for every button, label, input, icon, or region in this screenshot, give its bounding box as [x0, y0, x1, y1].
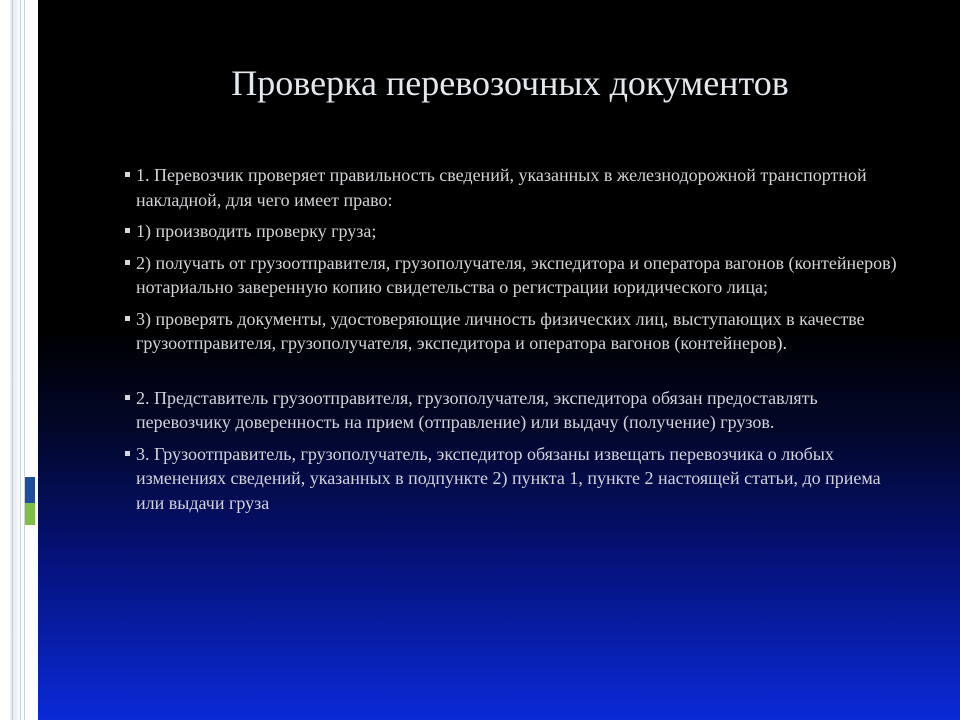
- bullet-item: [122, 219, 912, 244]
- bullet-item: [122, 307, 912, 356]
- square-bullet-icon: [125, 228, 130, 233]
- bullet-item: [122, 442, 912, 516]
- strip-line: [24, 0, 25, 720]
- square-bullet-icon: [125, 451, 130, 456]
- square-bullet-icon: [125, 172, 130, 177]
- square-bullet-icon: [125, 260, 130, 265]
- decorative-green-block: [25, 503, 35, 525]
- slide-title: Проверка перевозочных документов: [231, 63, 789, 103]
- strip-line: [20, 0, 21, 720]
- left-decorative-strip: [0, 0, 38, 720]
- bullet-text: 1. Перевозчик проверяет правильность сведений, указанных в железнодорожной транспортной накладной, для чего имеет право:: [136, 165, 867, 210]
- bullet-text: 3) проверять документы, удостоверяющие личность физических лиц, выступающих в качестве грузоотправителя, грузополучателя, экспедитора и оператора вагонов (контейнеров).: [136, 308, 865, 353]
- bullet-item: [122, 251, 912, 300]
- bullet-text: 1) производить проверку груза;: [136, 221, 377, 241]
- square-bullet-icon: [125, 316, 130, 321]
- bullet-item: [122, 386, 912, 435]
- bullet-text: 2) получать от грузоотправителя, грузополучателя, экспедитора и оператора вагонов (контейнеров) нотариально заверенную копию свидетельства о регистрации юридического лица;: [136, 252, 897, 297]
- bullet-text: 2. Представитель грузоотправителя, грузополучателя, экспедитора обязан предоставлять перевозчику доверенность на прием (отправление) или выдачу (получение) грузов.: [136, 387, 818, 432]
- bullet-text: 3. Грузоотправитель, грузополучатель, экспедитор обязаны извещать перевозчика о любых изменениях сведений, указанных в подпункте 2) пункта 1, пункте 2 настоящей статьи, до приема или выдачи груза: [136, 443, 881, 513]
- bullet-item: [122, 163, 912, 212]
- decorative-blue-block: [25, 477, 35, 505]
- square-bullet-icon: [125, 395, 130, 400]
- bullet-list: [122, 163, 912, 522]
- strip-line: [12, 0, 13, 720]
